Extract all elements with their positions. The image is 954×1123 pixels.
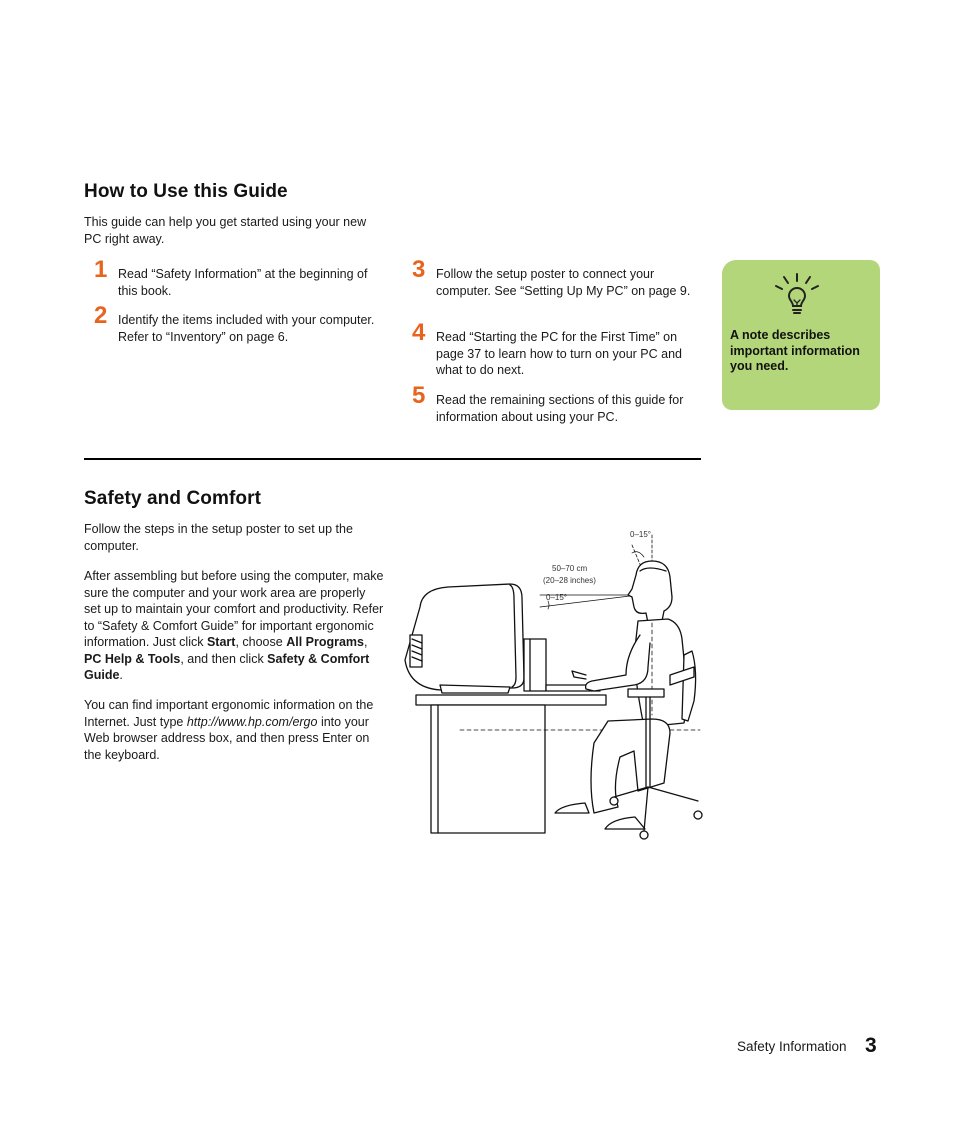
pc-help-tools-ref: PC Help & Tools bbox=[84, 651, 181, 666]
start-menu-ref: Start bbox=[206, 635, 236, 649]
step-5 bbox=[402, 382, 702, 425]
all-programs-ref: All Programs bbox=[286, 635, 364, 649]
step-number: 5 bbox=[412, 382, 426, 409]
guide-heading: How to Use this Guide bbox=[84, 181, 288, 202]
step-text: Read the remaining sections of this guide for information about using your PC. bbox=[436, 393, 684, 424]
step-3 bbox=[402, 256, 702, 299]
section-divider bbox=[84, 458, 701, 460]
safety-heading: Safety and Comfort bbox=[84, 488, 262, 509]
ergo-url[interactable]: http://www.hp.com/ergo bbox=[186, 714, 318, 729]
step-2 bbox=[84, 302, 386, 345]
step-number: 3 bbox=[412, 256, 426, 283]
step-1 bbox=[84, 256, 386, 299]
ergonomics-figure bbox=[400, 525, 705, 845]
angle-top-label: 0–15° bbox=[630, 530, 651, 539]
step-text: Identify the items included with your computer. Refer to “Inventory” on page 6. bbox=[118, 313, 375, 344]
safety-para-3: You can find important ergonomic information on the Internet. Just type http://www.hp.com/ergo into your Web browser address box, and then press Enter on the keyboard. bbox=[84, 698, 374, 762]
distance-in-label: (20–28 inches) bbox=[543, 576, 596, 585]
guide-intro: This guide can help you get started using your new PC right away. bbox=[84, 215, 367, 246]
footer-section-label: Safety Information bbox=[737, 1039, 847, 1054]
note-box bbox=[722, 260, 880, 410]
step-text: Read “Safety Information” at the beginning of this book. bbox=[118, 267, 368, 298]
step-number: 1 bbox=[94, 256, 108, 283]
step-text: Read “Starting the PC for the First Time” on page 37 to learn how to turn on your PC and what to do next. bbox=[436, 330, 682, 377]
step-text: Follow the setup poster to connect your computer. See “Setting Up My PC” on page 9. bbox=[436, 267, 691, 298]
lightbulb-icon bbox=[772, 272, 822, 318]
distance-cm-label: 50–70 cm bbox=[552, 564, 588, 573]
safety-para-2: After assembling but before using the computer, make sure the computer and your work area are properly set up to maintain your comfort and productivity. Refer to “Safety & Comfort Guide” for important ergonomic information. Just click Start, choose All Programs, PC Help & Tools, and then click Safety & Comfort Guide. bbox=[84, 569, 384, 682]
page-number: 3 bbox=[865, 1034, 877, 1057]
ergonomics-drawing bbox=[400, 525, 705, 845]
angle-screen-label: 0–15° bbox=[546, 593, 567, 602]
step-4 bbox=[402, 319, 702, 379]
note-text: A note describes important information you need. bbox=[730, 328, 860, 373]
step-number: 4 bbox=[412, 319, 426, 346]
safety-comfort-guide-ref: Safety & Comfort Guide bbox=[84, 651, 370, 682]
safety-para-1: Follow the steps in the setup poster to set up the computer. bbox=[84, 522, 353, 553]
step-number: 2 bbox=[94, 302, 108, 329]
